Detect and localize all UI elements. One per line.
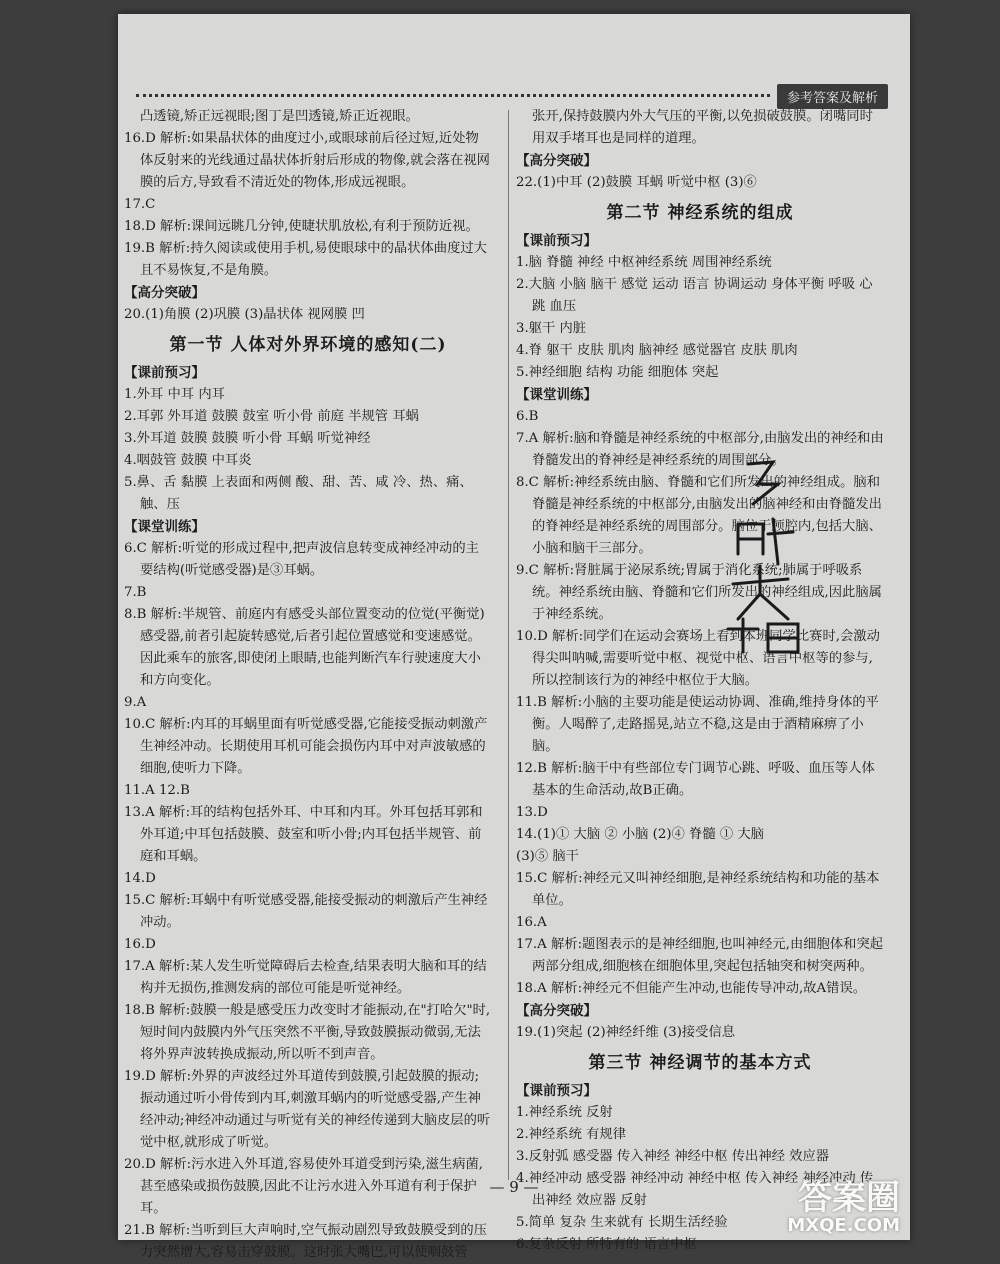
answer-item: 5.神经细胞 结构 功能 细胞体 突起 — [516, 365, 719, 380]
answer-item: 21.B 解析:当听到巨大声响时,空气振动剧烈导致鼓膜受到的压力突然增大,容易击穿鼓膜。这时张大嘴巴,可以使咽鼓管 — [124, 1223, 487, 1260]
subsection-label: 【高分突破】 — [516, 153, 597, 169]
page-number: — 9 — — [489, 1178, 539, 1196]
header-dotted-rule — [136, 94, 770, 97]
answer-item: 16.D — [124, 937, 156, 952]
answer-item: 20.D 解析:污水进入外耳道,容易使外耳道受到污染,滋生病菌,甚至感染或损伤鼓膜,因此不让污水进入外耳道有利于保护耳。 — [124, 1157, 484, 1216]
answer-item: 3.外耳道 鼓膜 鼓膜 听小骨 耳蜗 听觉神经 — [124, 431, 371, 446]
section-title: 第二节 神经系统的组成 — [606, 203, 794, 223]
answer-item: 20.(1)角膜 (2)巩膜 (3)晶状体 视网膜 凹 — [124, 307, 365, 322]
watermark-text: 答案圈 — [798, 1178, 900, 1218]
subsection-label: 【课前预习】 — [516, 1083, 597, 1099]
answer-item: 6.B — [516, 409, 539, 424]
right-column — [516, 106, 884, 1256]
subsection-label: 【高分突破】 — [516, 1003, 597, 1019]
answer-item: 3.躯干 内脏 — [516, 321, 587, 336]
answer-item: 9.C 解析:肾脏属于泌尿系统;胃属于消化系统;肺属于呼吸系统。神经系统由脑、脊髓和它们所发出的神经组成,因此脑属于神经系统。 — [516, 563, 882, 622]
answer-item: 18.A 解析:神经元不但能产生冲动,也能传导冲动,故A错误。 — [516, 981, 867, 996]
answer-item: 1.脑 脊髓 神经 中枢神经系统 周围神经系统 — [516, 255, 772, 270]
continued-paragraph: 张开,保持鼓膜内外大气压的平衡,以免损破鼓膜。闭嘴同时用双手堵耳也是同样的道理。 — [532, 109, 873, 146]
watermark-url: MXQE.COM — [787, 1215, 900, 1236]
answer-item: 15.C 解析:耳蜗中有听觉感受器,能接受振动的刺激后产生神经冲动。 — [124, 893, 488, 930]
answer-item: 11.A 12.B — [124, 783, 190, 798]
answer-item: 19.D 解析:外界的声波经过外耳道传到鼓膜,引起鼓膜的振动;振动通过听小骨传到内耳,刺激耳蜗内的听觉感受器,产生神经冲动;神经冲动通过与听觉有关的神经传递到大脑皮层的听觉中枢,就形成了听觉。 — [124, 1069, 491, 1150]
handwritten-annotation — [718, 454, 808, 654]
answer-item: 15.C 解析:神经元又叫神经细胞,是神经系统结构和功能的基本单位。 — [516, 871, 880, 908]
subsection-label: 【课堂训练】 — [516, 387, 597, 403]
answer-item: 8.B 解析:半规管、前庭内有感受头部位置变动的位觉(平衡觉)感受器,前者引起旋转感觉,后者引起位置感觉和变速感觉。因此乘车的旅客,即使闭上眼睛,也能判断汽车行驶速度大小和方向变化。 — [124, 607, 485, 688]
answer-item: 14.D — [124, 871, 156, 886]
answer-item: 16.A — [516, 915, 547, 930]
answer-item: 17.C — [124, 197, 156, 212]
section-title: 第一节 人体对外界环境的感知(二) — [169, 335, 447, 355]
watermark-logo — [764, 1170, 904, 1240]
answer-item: 22.(1)中耳 (2)鼓膜 耳蜗 听觉中枢 (3)⑥ — [516, 175, 757, 190]
subsection-label: 【课前预习】 — [124, 365, 205, 381]
answer-item: 4.咽鼓管 鼓膜 中耳炎 — [124, 453, 252, 468]
answer-item: 6.C 解析:听觉的形成过程中,把声波信息转变成神经冲动的主要结构(听觉感受器)是③耳蜗。 — [124, 541, 479, 578]
answer-item: 2.神经系统 有规律 — [516, 1127, 626, 1142]
answer-item: 4.神经冲动 感受器 神经冲动 神经中枢 传入神经 神经冲动 传出神经 效应器 反射 — [516, 1171, 874, 1208]
answer-item: 4.脊 躯干 皮肤 肌肉 脑神经 感觉器官 皮肤 肌肉 — [516, 343, 798, 358]
answer-item: 13.A 解析:耳的结构包括外耳、中耳和内耳。外耳包括耳郭和外耳道;中耳包括鼓膜、鼓室和听小骨;内耳包括半规管、前庭和耳蜗。 — [124, 805, 483, 864]
section-title: 第三节 神经调节的基本方式 — [588, 1053, 812, 1073]
answer-item: 10.D 解析:同学们在运动会赛场上看到本班同学比赛时,会激动得尖叫呐喊,需要听觉中枢、视觉中枢、语言中枢等的参与,所以控制该行为的神经中枢位于大脑。 — [516, 629, 880, 688]
answer-item: 16.D 解析:如果晶状体的曲度过小,或眼球前后径过短,近处物体反射来的光线通过晶状体折射后形成的物像,就会落在视网膜的后方,导致看不清近处的物体,形成远视眼。 — [124, 131, 490, 190]
answer-item: 13.D — [516, 805, 548, 820]
answer-item: 19.B 解析:持久阅读或使用手机,易使眼球中的晶状体曲度过大且不易恢复,不是角膜。 — [124, 241, 487, 278]
subsection-label: 【高分突破】 — [124, 285, 205, 301]
subsection-label: 【课堂训练】 — [124, 519, 205, 535]
answer-item: 12.B 解析:脑干中有些部位专门调节心跳、呼吸、血压等人体基本的生命活动,故B正确。 — [516, 761, 875, 798]
answer-item: 8.C 解析:神经系统由脑、脊髓和它们所发出的神经组成。脑和脊髓是神经系统的中枢部分,由脑发出的脑神经和由脊髓发出的脊神经是神经系统的周围部分。脑位于颅腔内,包括大脑、小脑和脑干三部分。 — [516, 475, 882, 556]
answer-item: 2.耳郭 外耳道 鼓膜 鼓室 听小骨 前庭 半规管 耳蜗 — [124, 409, 419, 424]
answer-item: 9.A — [124, 695, 147, 710]
answer-item: 18.D 解析:课间远眺几分钟,使睫状肌放松,有利于预防近视。 — [124, 219, 479, 234]
answer-item: 18.B 解析:鼓膜一般是感受压力改变时才能振动,在"打哈欠"时,短时间内鼓膜内外气压突然不平衡,导致鼓膜振动微弱,无法将外界声波转换成振动,所以听不到声音。 — [124, 1003, 491, 1062]
continued-paragraph: 凸透镜,矫正远视眼;图丁是凹透镜,矫正近视眼。 — [140, 109, 419, 124]
answer-item: 5.简单 复杂 生来就有 长期生活经验 — [516, 1215, 728, 1230]
answer-item: 5.鼻、舌 黏膜 上表面和两侧 酸、甜、苦、咸 冷、热、痛、触、压 — [124, 475, 473, 512]
answer-item: 1.外耳 中耳 内耳 — [124, 387, 225, 402]
answer-item: 11.B 解析:小脑的主要功能是使运动协调、准确,维持身体的平衡。人喝醉了,走路摇晃,站立不稳,这是由于酒精麻痹了小脑。 — [516, 695, 879, 754]
page-header — [136, 84, 888, 106]
answer-item: 7.A 解析:脑和脊髓是神经系统的中枢部分,由脑发出的神经和由脊髓发出的脊神经是神经系统的周围部分。 — [516, 431, 884, 468]
answer-item: (3)⑤ 脑干 — [516, 849, 579, 864]
answer-item: 17.A 解析:某人发生听觉障碍后去检查,结果表明大脑和耳的结构并无损伤,推测发病的部位可能是听觉神经。 — [124, 959, 487, 996]
answer-item: 17.A 解析:题图表示的是神经细胞,也叫神经元,由细胞体和突起两部分组成,细胞核在细胞体里,突起包括轴突和树突两种。 — [516, 937, 884, 974]
left-column — [124, 106, 492, 1264]
answer-item: 6.复杂反射 所特有的 语言中枢 — [516, 1237, 697, 1252]
column-divider — [508, 110, 509, 1180]
answer-item: 2.大脑 小脑 脑干 感觉 运动 语言 协调运动 身体平衡 呼吸 心跳 血压 — [516, 277, 873, 314]
answer-item: 10.C 解析:内耳的耳蜗里面有听觉感受器,它能接受振动刺激产生神经冲动。长期使用耳机可能会损伤内耳中对声波敏感的细胞,使听力下降。 — [124, 717, 488, 776]
answer-item: 19.(1)突起 (2)神经纤维 (3)接受信息 — [516, 1025, 736, 1040]
answer-item: 1.神经系统 反射 — [516, 1105, 613, 1120]
answer-item: 7.B — [124, 585, 147, 600]
answer-item: 3.反射弧 感受器 传入神经 神经中枢 传出神经 效应器 — [516, 1149, 830, 1164]
subsection-label: 【课前预习】 — [516, 233, 597, 249]
answer-item: 14.(1)① 大脑 ② 小脑 (2)④ 脊髓 ① 大脑 — [516, 827, 764, 842]
document-page — [118, 14, 910, 1260]
header-tag: 参考答案及解析 — [777, 84, 888, 109]
